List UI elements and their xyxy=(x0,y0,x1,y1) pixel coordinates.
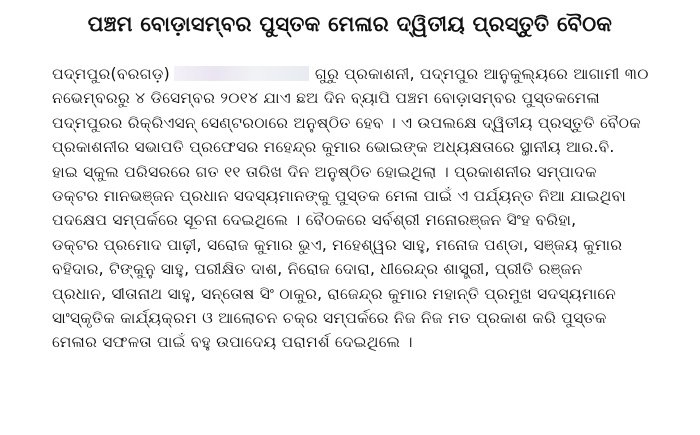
article-line-2: ନଭେମ୍ବରରୁ ୪ ଡିସେମ୍ବର ୨୦୧୪ ଯାଏ ଛଅ ଦିନ ବ୍ୟାପି ପଞ୍ଚମ ବୋଡ଼ାସମ୍ବର ପୁସ୍ତକମେଳା xyxy=(52,89,600,108)
article-line-12: ମେଳାର ସଫଳତା ପାଇଁ ବହୁ ଉପାଦେୟ ପରାମର୍ଶ ଦେଇଥିଲେ । xyxy=(52,333,413,352)
article-line-11: ସାଂସ୍କୃତିକ କାର୍ଯ୍ୟକ୍ରମ ଓ ଆଲୋଚନ ଚକ୍ର ସମ୍ପର୍କରେ ନିଜ ନିଜ ମତ ପ୍ରକାଶ କରି ପୁସ୍ତକ xyxy=(52,308,607,327)
article-line-5: ହାଇ ସ୍କୁଲ ପରିସରରେ ଗତ ୧୧ ତାରିଖ ଦିନ ଅନୁଷ୍ଠିତ ହୋଇଥିଲା । ପ୍ରକାଶନୀର ସମ୍ପାଦକ xyxy=(52,162,597,181)
article-line-1 xyxy=(52,62,652,86)
article-body xyxy=(52,62,652,355)
article-line-6: ଡକ୍ଟର ମାନଭଞ୍ଜନ ପ୍ରଧାନ ସଦସ୍ୟମାନଙ୍କୁ ପୁସ୍ତକ ମେଳା ପାଇଁ ଏ ପର୍ଯ୍ୟନ୍ତ ନିଆ ଯାଇଥିବା xyxy=(52,186,626,205)
article-line-4: ପ୍ରକାଶନୀର ସଭାପତି ପ୍ରଫେସର ମହେନ୍ଦ୍ର କୁମାର ଭୋଇଙ୍କ ଅଧ୍ୟକ୍ଷତାରେ ସ୍ଥାନୀୟ ଆର.ବି. xyxy=(52,138,615,157)
article-line-8: ଡକ୍ଟର ପ୍ରମୋଦ ପାଢ଼ୀ, ସରୋଜ କୁମାର ଭୁଏ, ମହେଶ୍ୱର ସାହୁ, ମନୋଜ ପଣ୍ଡା, ସଞ୍ଜୟ କୁମାର xyxy=(52,235,623,254)
article-line-7: ପଦକ୍ଷେପ ସମ୍ପର୍କରେ ସୂଚନା ଦେଇଥିଲେ । ବୈଠକରେ ସର୍ବଶ୍ରୀ ମନୋରଞ୍ଜନ ସିଂହ ବରିହା, xyxy=(52,211,577,230)
article-line-9: ବହିଦାର, ଟିଙ୍କୁନୁ ସାହୁ, ପରୀକ୍ଷିତ ଦାଶ, ନିରୋଜ ଦୋରା, ଧୀରେନ୍ଦ୍ର ଶାସ୍ତ୍ରୀ, ପ୍ରୀତି ରଞ୍ଜନ xyxy=(52,260,583,279)
article-line-3: ପଦ୍ମପୁରର ରିକ୍ରିଏସନ୍ ସେଣ୍ଟରଠାରେ ଅନୁଷ୍ଠିତ ହେବ । ଏ ଉପଲକ୍ଷେ ଦ୍ୱିତୀୟ ପ୍ରସ୍ତୁତି ବୈଠକ xyxy=(52,113,641,132)
redaction-mark xyxy=(174,66,309,81)
article-headline: ପଞ୍ଚମ ବୋଡ଼ାସମ୍ବର ପୁସ୍ତକ ମେଳାର ଦ୍ୱିତୀୟ ପ୍ରସ୍ତୁତି ବୈଠକ xyxy=(87,12,613,36)
dateline-text: ପଦ୍ମପୁର(ବରଗଡ଼) xyxy=(52,65,170,83)
article-line-10: ପ୍ରଧାନ, ସୀତାନାଥ ସାହୁ, ସନ୍ତୋଷ ସିଂ ଠାକୁର, ରାଜେନ୍ଦ୍ର କୁମାର ମହାନ୍ତି ପ୍ରମୁଖ ସଦସ୍ୟମାନେ xyxy=(52,284,617,303)
line-1-text: ଗୁରୁ ପ୍ରକାଶନୀ, ପଦ୍ମପୁର ଆନୁକୁଲ୍ୟରେ ଆଗାମୀ ୩୦ xyxy=(314,65,649,83)
